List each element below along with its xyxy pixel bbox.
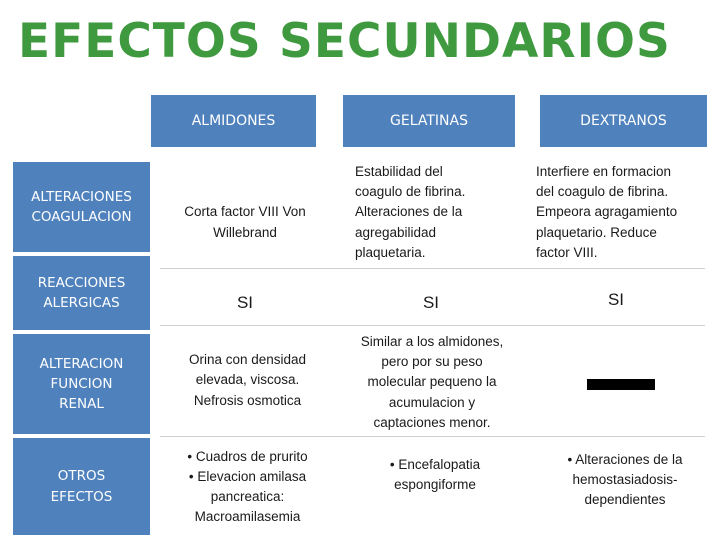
- cell-almidones-alergicas: SI: [236, 292, 254, 312]
- row-header-otros-efectos: OTROS EFECTOS: [13, 438, 150, 535]
- cell-gelatinas-coagulacion: Estabilidad del coagulo de fibrina. Alteraciones de la agregabilidad plaquetaria.: [355, 163, 466, 260]
- column-header-almidones: ALMIDONES: [151, 95, 316, 147]
- cell-dextranos-renal-dash: [587, 379, 655, 390]
- cell-gelatinas-renal: Similar a los almidones, pero por su peso molecular pequeno la acumulacion y captaciones menor.: [360, 333, 504, 430]
- cell-gelatinas-otros: • Encefalopatia espongiforme: [389, 456, 481, 492]
- row-divider: [160, 436, 705, 437]
- cell-almidones-otros: • Cuadros de prurito • Elevacion amilasa pancreatica: Macroamilasemia: [187, 448, 308, 525]
- row-header-alteracion-funcion-renal: ALTERACION FUNCION RENAL: [13, 334, 150, 434]
- cell-dextranos-coagulacion: Interfiere en formacion del coagulo de fibrina. Empeora agragamiento plaquetario. Reduce factor VIII.: [536, 163, 678, 260]
- column-header-gelatinas: GELATINAS: [343, 95, 515, 147]
- column-header-dextranos: DEXTRANOS: [540, 95, 707, 147]
- cell-gelatinas-alergicas: SI: [422, 292, 440, 312]
- page-title: EFECTOS SECUNDARIOS: [18, 14, 671, 69]
- row-divider: [160, 268, 705, 269]
- row-header-reacciones-alergicas: REACCIONES ALERGICAS: [13, 256, 150, 330]
- row-divider: [160, 325, 705, 326]
- cell-dextranos-alergicas: SI: [607, 289, 625, 309]
- cell-almidones-coagulacion: Corta factor VIII Von Willebrand: [184, 204, 306, 240]
- cell-almidones-renal: Orina con densidad elevada, viscosa. Nefrosis osmotica: [188, 352, 307, 408]
- cell-dextranos-otros: • Alteraciones de la hemostasiadosis- dependientes: [567, 451, 683, 508]
- row-header-alteraciones-coagulacion: ALTERACIONES COAGULACION: [13, 162, 150, 252]
